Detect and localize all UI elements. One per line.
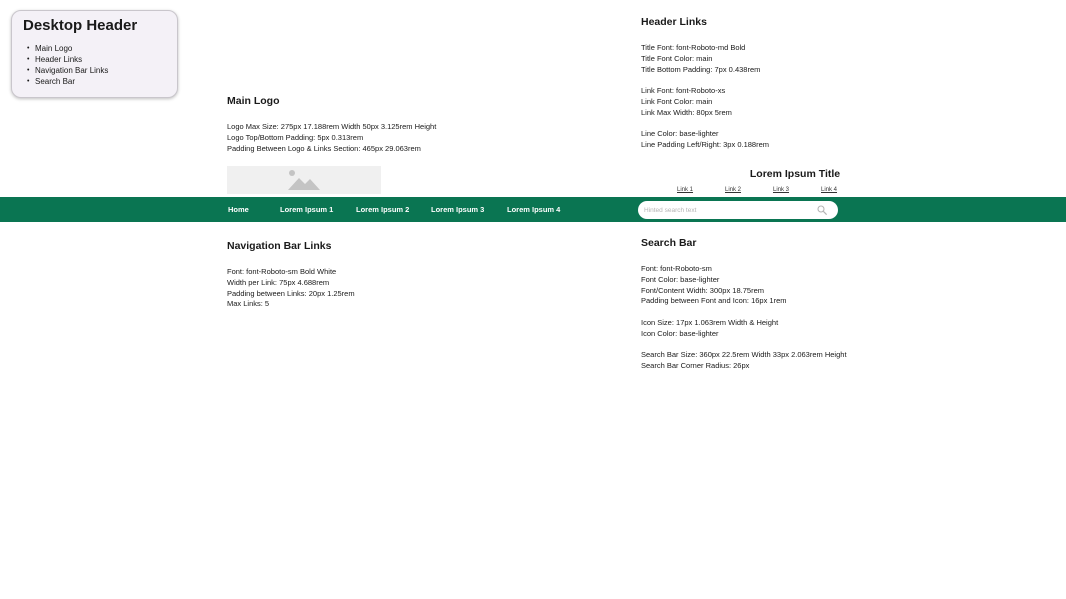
nav-links-spec-line: Max Links: 5 bbox=[227, 299, 270, 309]
nav-link-lorem-ipsum-2[interactable]: Lorem Ipsum 2 bbox=[356, 205, 410, 214]
nav-links-spec-line: Padding between Links: 20px 1.25rem bbox=[227, 288, 355, 298]
search-bar[interactable] bbox=[638, 201, 838, 219]
search-bar-spec-line: Search Bar Corner Radius: 26px bbox=[641, 361, 750, 371]
header-links-spec-line: Link Font: font-Roboto-xs bbox=[641, 86, 726, 96]
nav-links-spec-line: Width per Link: 75px 4.688rem bbox=[227, 277, 330, 287]
main-logo-heading: Main Logo bbox=[227, 95, 280, 107]
search-bar-spec-line: Font: font-Roboto-sm bbox=[641, 264, 712, 273]
search-bar-spec-line: Font Color: base-lighter bbox=[641, 274, 720, 284]
header-links-spec-line: Title Font Color: main bbox=[641, 53, 713, 63]
header-links-section bbox=[641, 16, 769, 151]
header-links-preview-title: Lorem Ipsum Title bbox=[749, 168, 841, 180]
header-links-spec-line: Link Max Width: 80px 5rem bbox=[641, 107, 732, 117]
desktop-header-title: Desktop Header bbox=[23, 17, 138, 34]
toc-item-main-logo[interactable]: • Main Logo bbox=[35, 43, 167, 54]
navigation-bar bbox=[0, 197, 1066, 222]
toc-item-navigation-bar-links[interactable]: • Navigation Bar Links bbox=[35, 65, 167, 76]
navigation-bar-links-heading: Navigation Bar Links bbox=[227, 240, 332, 252]
nav-links-spec-line: Font: font-Roboto-sm Bold White bbox=[227, 267, 337, 276]
navigation-bar-links-section bbox=[227, 240, 355, 310]
toc-item-header-links[interactable]: • Header Links bbox=[35, 54, 167, 65]
image-placeholder-icon bbox=[287, 169, 321, 191]
header-links-spec-line: Link Font Color: main bbox=[641, 96, 713, 106]
header-links-spec-line: Line Color: base-lighter bbox=[641, 129, 719, 139]
main-logo-spec-line: Logo Max Size: 275px 17.188rem Width 50px 3.125rem Height bbox=[227, 122, 437, 131]
header-links-heading: Header Links bbox=[641, 16, 707, 28]
search-input[interactable] bbox=[644, 201, 809, 219]
nav-link-lorem-ipsum-1[interactable]: Lorem Ipsum 1 bbox=[280, 205, 334, 214]
search-icon[interactable] bbox=[817, 205, 827, 215]
header-link-1[interactable]: Link 1 bbox=[677, 187, 694, 193]
main-logo-section bbox=[227, 95, 436, 154]
desktop-header-card bbox=[11, 10, 178, 98]
search-bar-heading: Search Bar bbox=[641, 237, 697, 249]
header-links-spec-line: Title Font: font-Roboto-md Bold bbox=[641, 43, 746, 52]
search-bar-spec-line: Icon Size: 17px 1.063rem Width & Height bbox=[641, 317, 779, 327]
search-bar-spec-line: Font/Content Width: 300px 18.75rem bbox=[641, 285, 764, 295]
nav-link-lorem-ipsum-4[interactable]: Lorem Ipsum 4 bbox=[507, 205, 561, 214]
logo-placeholder[interactable] bbox=[227, 166, 381, 194]
header-link-3[interactable]: Link 3 bbox=[773, 187, 790, 193]
nav-link-home[interactable]: Home bbox=[228, 205, 249, 214]
toc-list bbox=[23, 43, 167, 87]
nav-link-lorem-ipsum-3[interactable]: Lorem Ipsum 3 bbox=[431, 205, 485, 214]
main-logo-spec-line: Padding Between Logo & Links Section: 465px 29.063rem bbox=[227, 143, 421, 153]
header-link-2[interactable]: Link 2 bbox=[725, 187, 742, 193]
main-logo-spec-line: Logo Top/Bottom Padding: 5px 0.313rem bbox=[227, 132, 364, 142]
search-bar-spec-line: Icon Color: base-lighter bbox=[641, 328, 719, 338]
search-bar-spec-line: Padding between Font and Icon: 16px 1rem bbox=[641, 296, 787, 306]
header-link-4[interactable]: Link 4 bbox=[821, 187, 838, 193]
header-links-spec-line: Title Bottom Padding: 7px 0.438rem bbox=[641, 64, 761, 74]
search-bar-spec-line: Search Bar Size: 360px 22.5rem Width 33px 2.063rem Height bbox=[641, 350, 847, 360]
header-links-spec-line: Line Padding Left/Right: 3px 0.188rem bbox=[641, 140, 770, 150]
toc-item-search-bar[interactable]: • Search Bar bbox=[35, 76, 167, 87]
search-bar-section bbox=[641, 237, 847, 372]
